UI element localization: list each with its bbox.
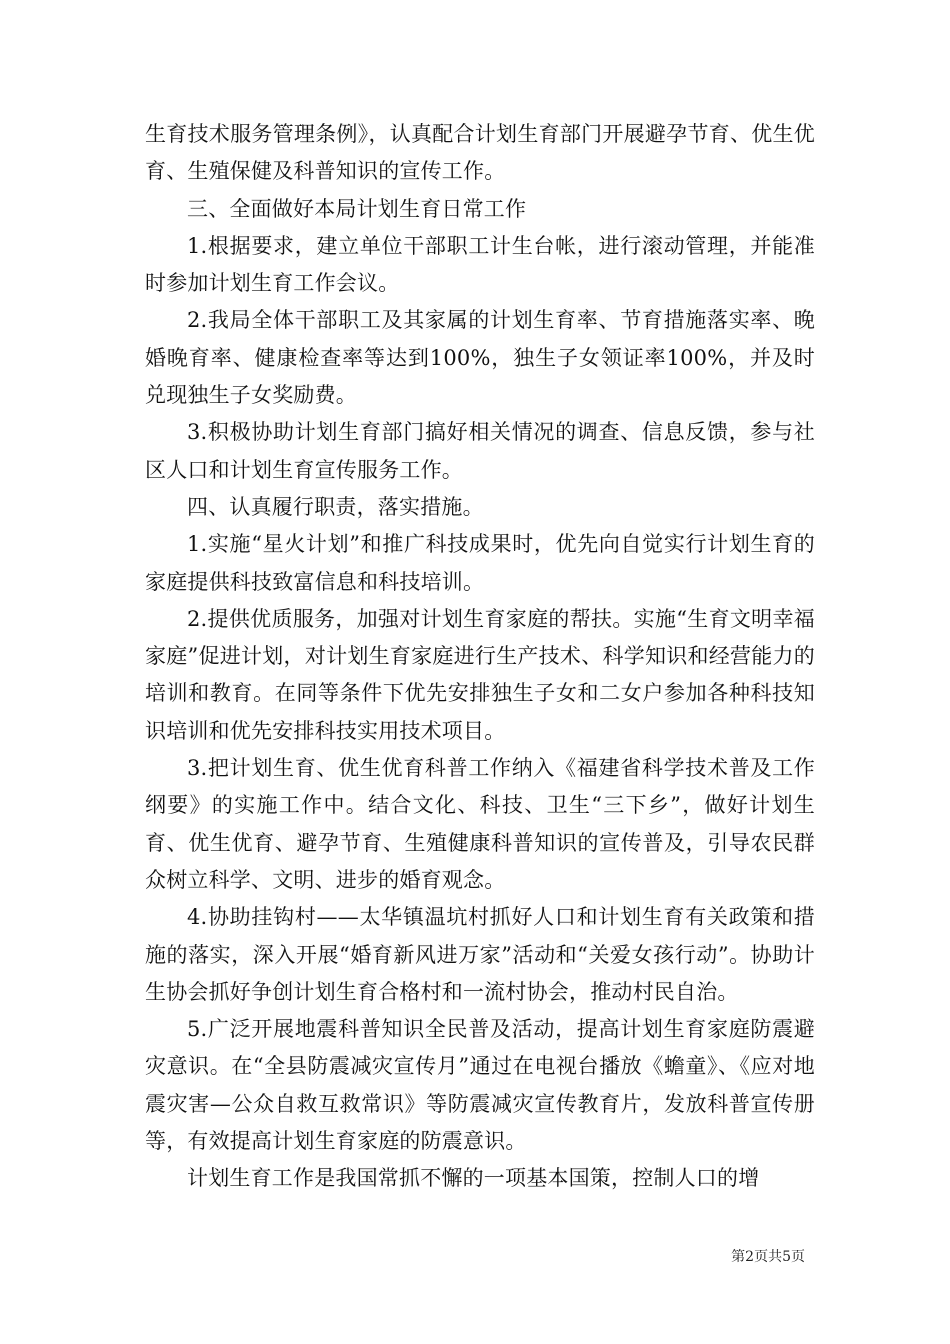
- paragraph-item: 2.我局全体干部职工及其家属的计划生育率、节育措施落实率、晚婚晚育率、健康检查率等达到100%，独生子女领证率100%，并及时兑现独生子女奖励费。: [145, 308, 815, 408]
- page-number-label: 第2页共5页: [731, 1249, 805, 1265]
- paragraph-item: 3.积极协助计划生育部门搞好相关情况的调查、信息反馈，参与社区人口和计划生育宣传服务工作。: [145, 420, 815, 482]
- paragraph-item: 1.实施“星火计划”和推广科技成果时，优先向自觉实行计划生育的家庭提供科技致富信息和科技培训。: [145, 532, 815, 594]
- paragraph-item: 1.根据要求，建立单位干部职工计生台帐，进行滚动管理，并能准时参加计划生育工作会议。: [145, 233, 815, 296]
- paragraph-item: 4.协助挂钩村——太华镇温坑村抓好人口和计划生育有关政策和措施的落实，深入开展“婚育新风进万家”活动和“关爱女孩行动”。协助计生协会抓好争创计划生育合格村和一流村协会，推动村民自治。: [145, 905, 815, 1004]
- paragraph-closing: 计划生育工作是我国常抓不懈的一项基本国策，控制人口的增: [187, 1166, 760, 1191]
- page-number-footer: [731, 1248, 805, 1266]
- document-body: [145, 116, 815, 1198]
- paragraph-item: 2.提供优质服务，加强对计划生育家庭的帮扶。实施“生育文明幸福家庭”促进计划，对计划生育家庭进行生产技术、科学知识和经营能力的培训和教育。在同等条件下优先安排独生子女和二女户参加各种科技知识培训和优先安排科技实用技术项目。: [145, 606, 815, 743]
- paragraph-item: 3.把计划生育、优生优育科普工作纳入《福建省科学技术普及工作纲要》的实施工作中。结合文化、科技、卫生“三下乡”，做好计划生育、优生优育、避孕节育、生殖健康科普知识的宣传普及，引导农民群众树立科学、文明、进步的婚育观念。: [145, 756, 815, 892]
- section-heading-four: 四、认真履行职责，落实措施。: [187, 494, 484, 519]
- paragraph-continuation: 生育技术服务管理条例》，认真配合计划生育部门开展避孕节育、优生优育、生殖保健及科普知识的宣传工作。: [145, 122, 815, 184]
- section-heading-three: 三、全面做好本局计划生育日常工作: [187, 196, 527, 221]
- paragraph-item: 5.广泛开展地震科普知识全民普及活动，提高计划生育家庭防震避灾意识。在“全县防震减灾宣传月”通过在电视台播放《蟾童》、《应对地震灾害—公众自救互救常识》等防震减灾宣传教育片，发放科普宣传册等，有效提高计划生育家庭的防震意识。: [145, 1017, 815, 1154]
